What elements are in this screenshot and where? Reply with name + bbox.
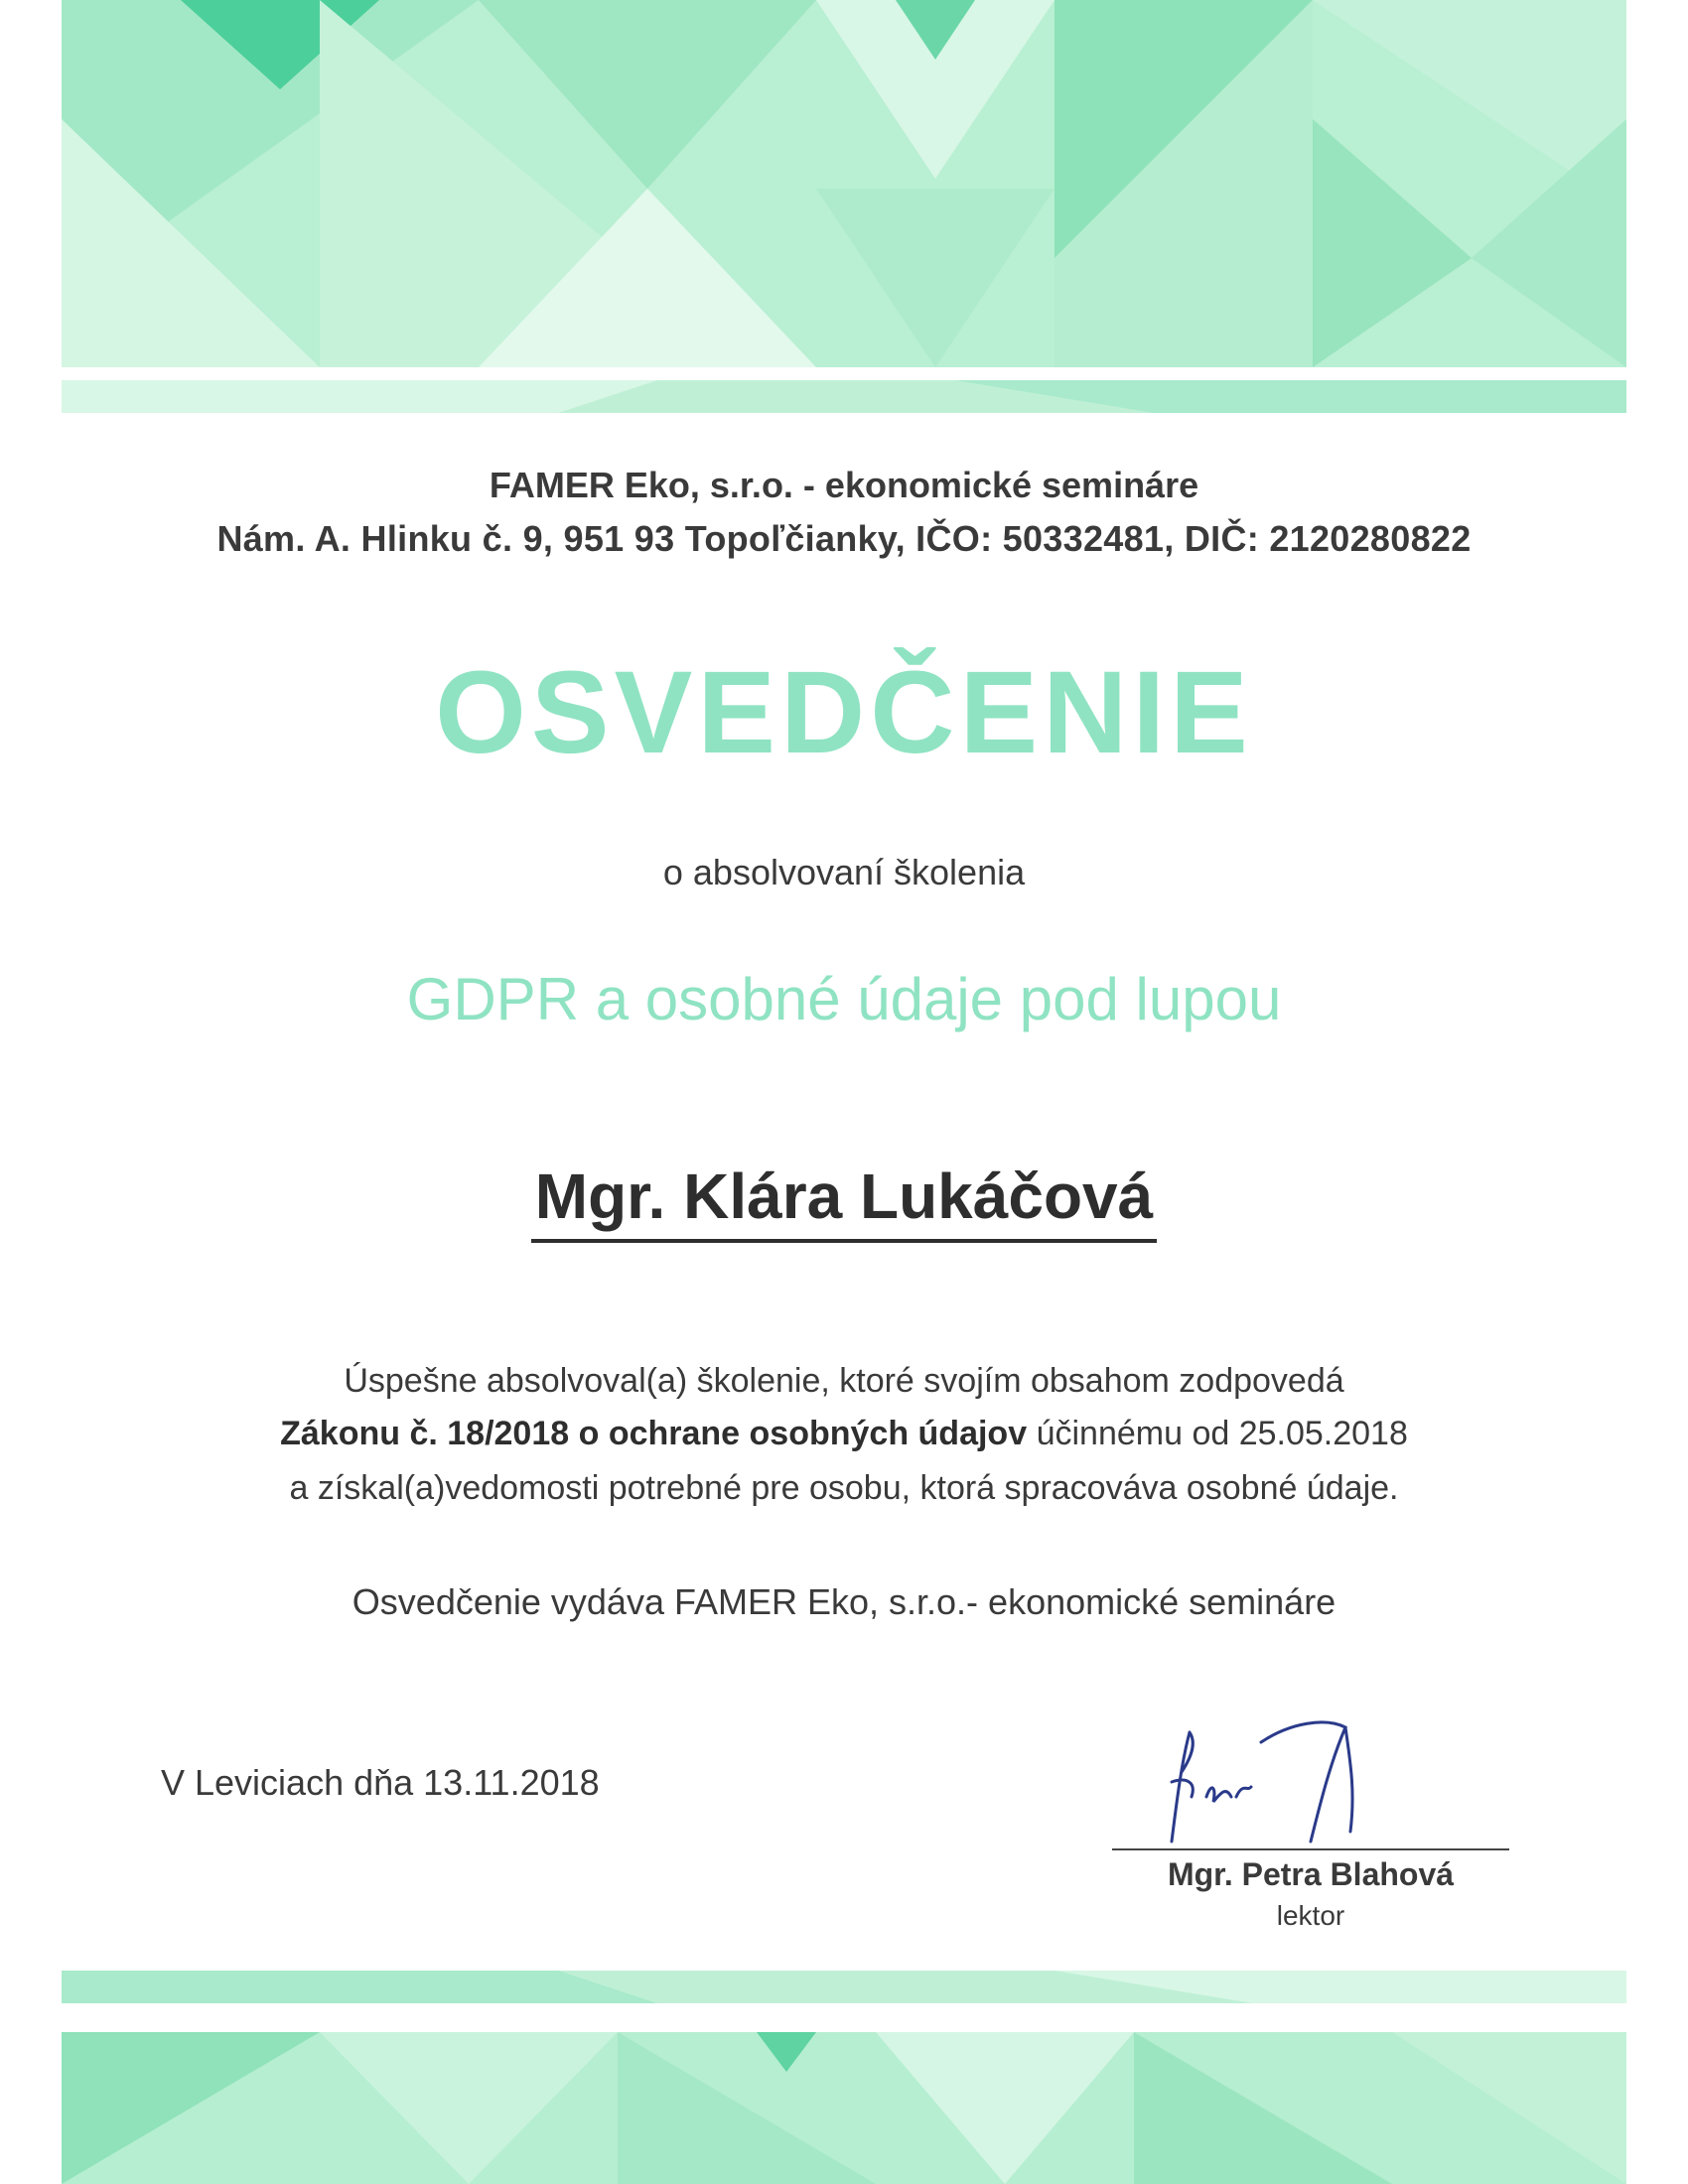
signature-line — [1112, 1848, 1509, 1850]
stripe-pattern — [62, 1971, 1626, 2003]
top-decorative-banner — [62, 0, 1626, 367]
issuer-name: FAMER Eko, s.r.o. - ekonomické semináre — [489, 465, 1199, 505]
bottom-decorative-stripe — [62, 1971, 1626, 2003]
geometric-pattern — [62, 2032, 1626, 2184]
course-name: GDPR a osobné údaje pod lupou — [406, 966, 1282, 1032]
certificate-title: OSVEDČENIE — [435, 647, 1253, 778]
law-reference: Zákonu č. 18/2018 o ochrane osobných údajov — [280, 1415, 1028, 1452]
issuer-address: Nám. A. Hlinku č. 9, 951 93 Topoľčianky, IČO: 50332481, DIČ: 2120280822 — [216, 518, 1472, 559]
issued-by: Osvedčenie vydáva FAMER Eko, s.r.o.- ekonomické semináre — [352, 1581, 1336, 1622]
signatory-role: lektor — [1276, 1900, 1345, 1931]
handwritten-signature — [1152, 1703, 1390, 1851]
certificate-subtitle: o absolvovaní školenia — [662, 852, 1026, 892]
signatory-name: Mgr. Petra Blahová — [1167, 1856, 1455, 1892]
body-line-1: Úspešne absolvoval(a) školenie, ktoré svojím obsahom zodpovedá — [344, 1362, 1344, 1400]
body-line-2 — [0, 1415, 1688, 1453]
effective-date-text: účinnému od 25.05.2018 — [1027, 1415, 1408, 1452]
date-place: V Leviciach dňa 13.11.2018 — [161, 1762, 600, 1803]
recipient-block — [0, 1160, 1688, 1243]
recipient-name: Mgr. Klára Lukáčová — [531, 1160, 1157, 1243]
top-decorative-stripe — [62, 380, 1626, 413]
bottom-decorative-banner — [62, 2032, 1626, 2184]
stripe-pattern — [62, 380, 1626, 413]
geometric-pattern — [62, 0, 1626, 367]
body-line-3: a získal(a)vedomosti potrebné pre osobu, ktorá spracováva osobné údaje. — [289, 1469, 1399, 1507]
